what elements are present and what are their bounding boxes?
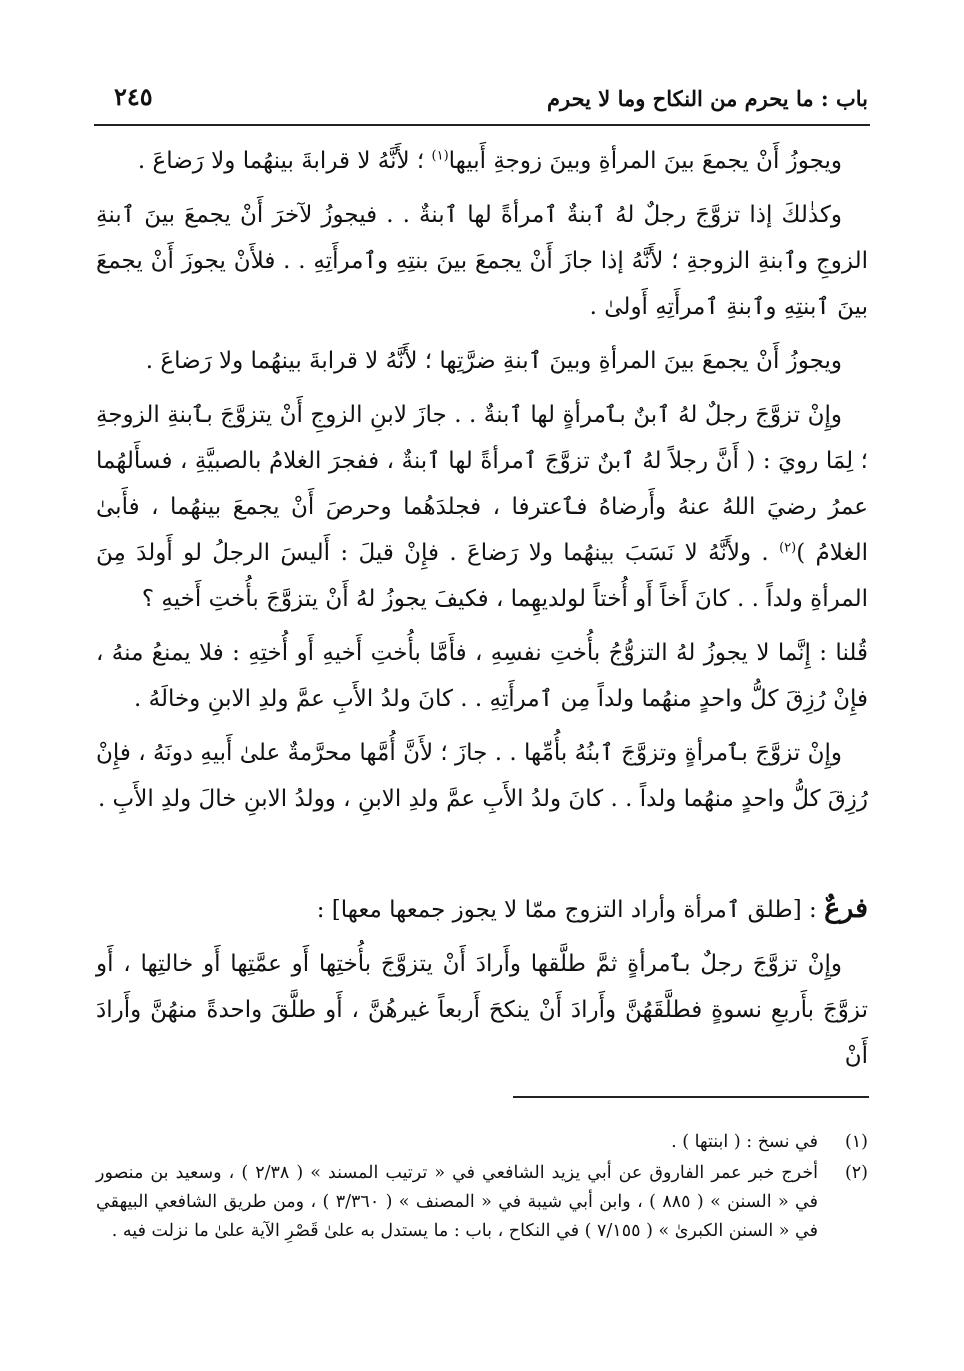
paragraph xyxy=(96,630,868,722)
paragraph-text: وإِنْ تزوَّجَ بٱمرأةٍ وتزوَّجَ ٱبنُهُ بأُمِّها . . جازَ ؛ لأَنَّ أُمَّها محرَّمةٌ علىٰ أَبيهِ دونَهُ ، فإِنْ رُزِقَ كلُّ واحدٍ منهُما ولداً . . كانَ ولدُ الأَبِ عمَّ ولدِ الابنِ ، وولدُ الابنِ خالَ ولدِ الأَبِ . xyxy=(96,740,868,812)
paragraph xyxy=(96,392,868,622)
paragraph-text: ويجوزُ أَنْ يجمعَ بينَ المرأةِ وبينَ زوجةِ أَبيها xyxy=(448,148,842,174)
page-header xyxy=(96,82,868,122)
paragraph-text: وكذٰلكَ إذا تزوَّجَ رجلٌ لهُ ٱبنةٌ ٱمرأةً لها ٱبنةٌ . . فيجوزُ لآخرَ أَنْ يجمعَ بينَ ٱبنةِ الزوجِ وٱبنةِ الزوجةِ ؛ لأَنَّهُ إذا جازَ أَنْ يجمعَ بينَ بنتِهِ وٱمرأَتِهِ . . فلأَنْ يجوزَ أَنْ يجمعَ بينَ ٱبنتِهِ وٱبنةِ ٱمرأَتِهِ أَولىٰ . xyxy=(96,202,868,320)
paragraph xyxy=(96,730,868,822)
footnote-ref: (١) xyxy=(431,148,449,164)
paragraph xyxy=(96,138,868,184)
footnote xyxy=(96,1128,868,1157)
paragraph-text: ؛ لأَنَّهُ لا قرابةَ بينهُما ولا رَضاعَ . xyxy=(137,148,432,174)
section-heading-text: [طلق ٱمرأة وأراد التزوج ممّا لا يجوز جمعها معها] : xyxy=(316,897,802,923)
header-rule xyxy=(94,124,870,126)
footnote-ref: (٢) xyxy=(779,540,797,556)
paragraph xyxy=(96,941,868,1079)
footnote-rule xyxy=(513,1096,869,1098)
footnote-number: (١) xyxy=(844,1132,868,1152)
section-label: فرعٌ xyxy=(824,893,868,924)
paragraph-text: وإِنْ تزوَّجَ رجلٌ بٱمرأةٍ ثمَّ طلَّقها وأَرادَ أَنْ يتزوَّجَ بأُختِها أَو عمَّتِها أَو خالتِها ، أَو تزوَّجَ بأَربعِ نسوةٍ فطلَّقَهُنَّ وأَرادَ أَنْ ينكحَ أَربعاً غيرهُنَّ ، أَو طلَّقَ واحدةً منهُنَّ وأَرادَ أَنْ xyxy=(96,951,868,1069)
main-text xyxy=(96,138,868,1087)
paragraph-text: قُلنا : إِنَّما لا يجوزُ لهُ التزوُّجُ بأُختِ نفسِهِ ، فأَمَّا بأُختِ أَخيهِ أَو أُختِهِ : فلا يمنعُ منهُ ، فإِنْ رُزِقَ كلُّ واحدٍ منهُما ولداً مِن ٱمرأَتِهِ . . كانَ ولدُ الأَبِ عمَّ ولدِ الابنِ وخالَهُ . xyxy=(96,640,868,712)
paragraph-text: . ولأَنَّهُ لا نَسَبَ بينهُما ولا رَضاعَ . فإِنْ قيلَ : أَليسَ الرجلُ لو أَولدَ مِنَ المرأةِ ولداً . . كانَ أَخاً أَو أُختاً لولديهِما ، فكيفَ يجوزُ لهُ أَنْ يتزوَّجَ بأُختِ أَخيهِ ؟ xyxy=(96,540,868,612)
footnote-number: (٢) xyxy=(844,1163,868,1183)
section-heading xyxy=(96,886,868,933)
paragraph xyxy=(96,338,868,384)
footnote-text: أخرج خبر عمر الفاروق عن أبي يزيد الشافعي في « ترتيب المسند » ( ٢/٣٨ ) ، وسعيد بن منصور في « السنن » ( ٨٨٥ ) ، وابن أبي شيبة في « المصنف » ( ٣/٣٦٠ ) ، ومن طريق الشافعي البيهقي في « السنن الكبرىٰ » ( ٧/١٥٥ ) في النكاح ، باب : ما يستدل به علىٰ قَصْرِ الآية علىٰ ما نزلت فيه . xyxy=(96,1163,819,1241)
page-number: ٢٤٥ xyxy=(114,82,153,111)
footnote xyxy=(96,1159,868,1246)
footnotes xyxy=(96,1128,868,1248)
chapter-title: باب : ما يحرم من النكاح وما لا يحرم xyxy=(547,86,868,111)
paragraph-text: وإِنْ تزوَّجَ رجلٌ لهُ ٱبنٌ بٱمرأةٍ لها ٱبنةٌ . . جازَ لابنِ الزوجِ أَنْ يتزوَّجَ بٱبنةِ الزوجةِ ؛ لِمَا رويَ : ( أَنَّ رجلاً لهُ ٱبنٌ تزوَّجَ ٱمرأةً لها ٱبنةٌ ، ففجرَ الغلامُ بالصبيَّةِ ، فسأَلهُما عمرُ رضيَ اللهُ عنهُ وأَرضاهُ فٱعترفا ، فجلدَهُما وحرصَ أَنْ يجمعَ بينهُما ، فأَبىٰ الغلامُ ) xyxy=(96,402,868,566)
section-separator: : xyxy=(801,897,825,923)
paragraph-text: ويجوزُ أَنْ يجمعَ بينَ المرأةِ وبينَ ٱبنةِ ضرَّتِها ؛ لأَنَّهُ لا قرابةَ بينهُما ولا رَضاعَ . xyxy=(145,348,842,374)
paragraph xyxy=(96,192,868,330)
footnote-text: في نسخ : ( ابنتها ) . xyxy=(671,1132,818,1152)
